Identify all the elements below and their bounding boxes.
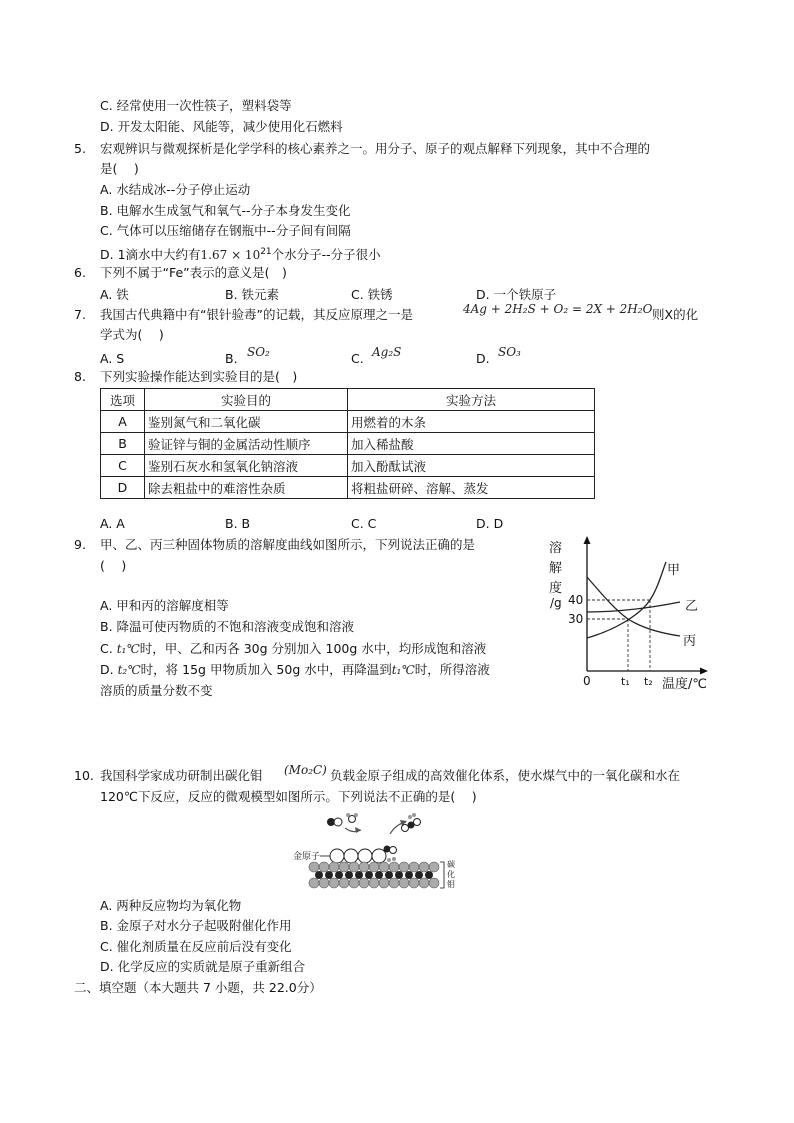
table-cell: 鉴别石灰水和氢氧化钠溶液 — [145, 455, 348, 477]
q7-option-d-label: D. — [476, 351, 490, 366]
table-header-cell: 实验方法 — [348, 389, 595, 411]
q8-option-c: C. C — [351, 516, 377, 531]
q10-stem-post: 负载金原子组成的高效催化体系，使水煤气中的一氧化碳和水在 — [330, 768, 681, 783]
table-cell: 将粗盐研碎、溶解、蒸发 — [348, 477, 595, 499]
q7-option-a: A. S — [100, 351, 125, 366]
table-row — [101, 477, 595, 499]
y-unit: /g — [550, 596, 562, 610]
q10-option-a: A. 两种反应物均为氧化物 — [100, 898, 242, 913]
curve-label-bing: 丙 — [683, 634, 697, 649]
table-header-cell: 选项 — [101, 389, 145, 411]
q9-number: 9. — [74, 537, 86, 552]
x-label: 温度/℃ — [662, 677, 707, 692]
q9-option-d-temp: t₂℃ — [117, 663, 141, 677]
q5-option-d-math: 1.67 × 10 — [200, 248, 261, 263]
curve-label-jia: 甲 — [667, 563, 681, 578]
q7-option-c-label: C. — [351, 351, 364, 366]
table-cell: 加入酚酞试液 — [348, 455, 595, 477]
q7-number: 7. — [74, 307, 86, 322]
mo2c-layer-top — [309, 862, 439, 872]
h2-molecule — [408, 813, 416, 819]
q4-option-c: C. 经常使用一次性筷子，塑料袋等 — [100, 98, 292, 113]
q9-option-d-temp2: t₁℃ — [391, 663, 415, 677]
adsorbed-oxygen — [390, 847, 397, 854]
co-molecule — [327, 818, 342, 826]
q10-stem: 我国科学家成功研制出碳化钼 — [100, 768, 263, 783]
q10-formula: (Mo₂C) — [284, 763, 327, 777]
q5-option-d — [100, 243, 381, 264]
q7-option-b: SO₂ — [247, 345, 270, 359]
table-cell: 加入稀盐酸 — [348, 433, 595, 455]
q5-option-d-pre: D. 1滴水中大约有 — [100, 247, 201, 263]
q8-number: 8. — [74, 369, 86, 384]
gold-atoms — [330, 849, 386, 863]
y-label-char: 溶 — [549, 541, 563, 556]
table-cell: 验证锌与铜的金属活动性顺序 — [145, 433, 348, 455]
q5-option-c: C. 气体可以压缩储存在钢瓶中--分子间有间隔 — [100, 223, 351, 238]
q6-option-d: D. 一个铁原子 — [476, 287, 557, 302]
q5-option-a: A. 水结成冰--分子停止运动 — [100, 182, 251, 197]
q7-stem-cont: 学式为( ) — [100, 327, 164, 342]
q5-option-b: B. 电解水生成氢气和氧气--分子本身发生变化 — [100, 203, 351, 218]
q8-option-a: A. A — [100, 516, 125, 531]
q10-option-b: B. 金原子对水分子起吸附催化作用 — [100, 918, 292, 933]
q7-stem-post: 则X的化 — [652, 307, 699, 322]
y-tick-40: 40 — [568, 593, 584, 607]
q6-stem: 下列不属于“Fe”表示的意义是( ) — [100, 265, 287, 280]
table-header-cell: 实验目的 — [145, 389, 348, 411]
q10-option-c: C. 催化剂质量在反应前后没有变化 — [100, 939, 292, 954]
q10-stem-cont: 120℃下反应，反应的微观模型如图所示。下列说法不正确的是( ) — [100, 789, 477, 804]
catalyst-model-figure — [290, 812, 470, 894]
q6-option-c: C. 铁锈 — [351, 287, 393, 302]
water-molecule — [346, 813, 358, 823]
q9-option-d-text2: 时，所得溶液 — [414, 662, 490, 677]
q9-option-c — [100, 640, 486, 658]
q8-stem: 下列实验操作能达到实验目的是( ) — [100, 369, 298, 384]
q7-stem: 我国古代典籍中有“银针验毒”的记载，其反应原理之一是 — [100, 307, 413, 322]
x-origin: 0 — [583, 674, 591, 688]
q9-option-d — [100, 661, 490, 679]
q9-option-d-cont: 溶质的质量分数不变 — [100, 683, 213, 698]
q5-stem-cont: 是( ) — [100, 161, 139, 176]
q5-option-d-post: 个水分子--分子很小 — [271, 247, 381, 263]
table-row — [101, 455, 595, 477]
reaction-arrow-in-head — [355, 827, 361, 833]
table-cell: B — [101, 433, 145, 455]
table-cell: 用燃着的木条 — [348, 411, 595, 433]
curve-label-yi: 乙 — [685, 599, 699, 614]
q9-option-c-label: C. — [100, 641, 113, 656]
table-header-row — [101, 389, 595, 411]
q5-stem: 宏观辨识与微观探析是化学学科的核心素养之一。用分子、原子的观点解释下列现象，其中不合理的 — [100, 141, 651, 156]
adsorbed-hydrogen — [387, 858, 391, 862]
q5-option-d-sup: 21 — [260, 247, 272, 257]
q10-option-d: D. 化学反应的实质就是原子重新组合 — [100, 959, 306, 974]
y-label-char: 度 — [549, 581, 563, 596]
table-cell: C — [101, 455, 145, 477]
q6-option-a: A. 铁 — [100, 287, 129, 302]
x-tick-t2: t₂ — [644, 675, 653, 688]
curve-yi — [587, 602, 680, 612]
q8-table — [100, 388, 595, 499]
q9-option-b: B. 降温可使丙物质的不饱和溶液变成饱和溶液 — [100, 619, 355, 634]
q7-option-b-label: B. — [225, 351, 238, 366]
table-cell: D — [101, 477, 145, 499]
q9-option-c-text: 时，甲、乙和丙各 30g 分别加入 100g 水中，均形成饱和溶液 — [139, 641, 487, 656]
q6-option-b: B. 铁元素 — [225, 287, 280, 302]
q9-stem: 甲、乙、丙三种固体物质的溶解度曲线如图所示，下列说法正确的是 — [100, 537, 476, 552]
gold-atom-label: 金原子 — [293, 852, 321, 862]
q4-option-d: D. 开发太阳能、风能等，减少使用化石燃料 — [100, 119, 343, 134]
table-row — [101, 411, 595, 433]
carbide-label-char: 化 — [447, 870, 455, 879]
q9-option-c-temp: t₁℃ — [116, 642, 140, 656]
table-cell: A — [101, 411, 145, 433]
q7-equation: 4Ag + 2H₂S + O₂ = 2X + 2H₂O — [463, 302, 653, 316]
carbide-label-char: 钼 — [447, 880, 455, 889]
q7-option-d: SO₃ — [498, 345, 521, 359]
y-label-char: 解 — [549, 561, 563, 576]
q9-option-d-text1: 时，将 15g 甲物质加入 50g 水中，再降温到 — [140, 662, 392, 677]
mo2c-layer-bottom — [309, 878, 439, 888]
x-tick-t1: t₁ — [621, 675, 630, 688]
q8-option-d: D. D — [476, 516, 504, 531]
y-tick-30: 30 — [568, 612, 584, 626]
table-cell: 鉴别氮气和二氧化碳 — [145, 411, 348, 433]
q7-option-c: Ag₂S — [372, 345, 402, 359]
q9-option-a: A. 甲和丙的溶解度相等 — [100, 598, 229, 613]
table-row — [101, 433, 595, 455]
section-title: 二、填空题（本大题共 7 小题，共 22.0分） — [74, 980, 322, 995]
carbide-label-char: 碳 — [447, 860, 455, 869]
co2-molecule — [402, 819, 421, 832]
adsorbed-hydrogen — [392, 857, 396, 861]
curve-bing — [587, 577, 680, 636]
q6-number: 6. — [74, 265, 86, 280]
x-axis-arrow — [700, 668, 708, 675]
q8-option-b: B. B — [225, 516, 251, 531]
carbide-bracket — [440, 862, 444, 888]
q10-number: 10. — [74, 768, 94, 783]
y-axis-arrow — [584, 536, 591, 544]
q9-option-d-label: D. — [100, 662, 114, 677]
q9-stem-cont: ( ) — [100, 558, 127, 573]
table-cell: 除去粗盐中的难溶性杂质 — [145, 477, 348, 499]
solubility-graph — [540, 530, 720, 695]
q5-number: 5. — [74, 141, 86, 156]
